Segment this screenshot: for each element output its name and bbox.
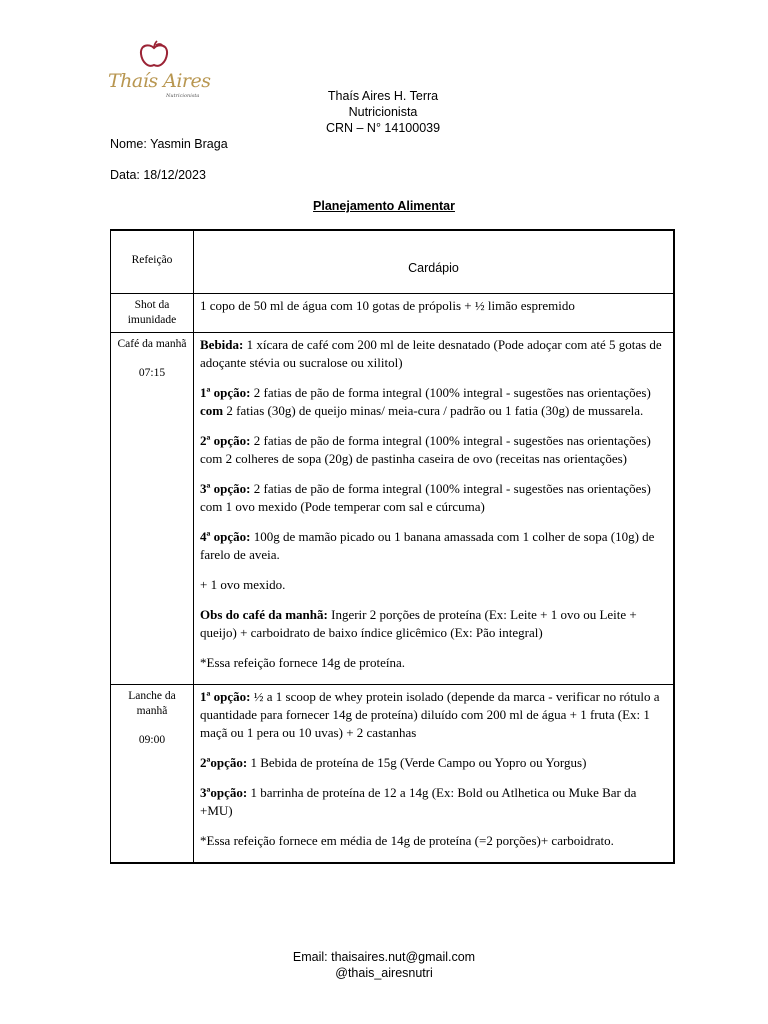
entry-text: 1 xícara de café com 200 ml de leite desnatado (Pode adoçar com até 5 gotas de adoçante stévia ou sucralose ou xilitol) xyxy=(200,337,662,370)
nutritionist-crn: CRN – N° 14100039 xyxy=(325,121,441,135)
entry-text: + 1 ovo mexido. xyxy=(200,577,286,592)
nutritionist-role: Nutricionista xyxy=(348,105,418,119)
entry-text: 2 fatias (30g) de queijo minas/ meia-cura / padrão ou 1 fatia (30g) de mussarela. xyxy=(223,403,644,418)
entry-label: 3ª opção: xyxy=(200,481,251,496)
patient-name: Nome: Yasmin Braga xyxy=(110,137,228,151)
entry-text: 1 Bebida de proteína de 15g (Verde Campo ou Yopro ou Yorgus) xyxy=(247,755,587,770)
table-header-row xyxy=(111,230,675,294)
logo-subtitle: Nutricionista xyxy=(166,93,200,99)
column-header-menu: Cardápio xyxy=(194,230,675,294)
nutritionist-header xyxy=(250,88,516,136)
meal-cell xyxy=(111,333,194,685)
table-row xyxy=(111,294,675,333)
menu-entry xyxy=(200,480,667,516)
entry-text: Ingerir 2 porções de proteína (Ex: Leite + 1 ovo ou Leite + queijo) + carboidrato de baixo índice glicêmico (Ex: Pão integral) xyxy=(200,607,637,640)
meal-plan-table xyxy=(110,229,675,864)
footer-email: Email: thaisaires.nut@gmail.com xyxy=(292,950,476,964)
entry-text: *Essa refeição fornece em média de 14g de proteína (=2 porções)+ carboidrato. xyxy=(200,833,614,848)
entry-text: 1 copo de 50 ml de água com 10 gotas de própolis + ½ limão espremido xyxy=(200,298,575,313)
nutritionist-name: Thaís Aires H. Terra xyxy=(327,89,439,103)
entry-text: 2 fatias de pão de forma integral (100% integral - sugestões nas orientações) com 1 ovo mexido (Pode temperar com sal e cúrcuma) xyxy=(200,481,651,514)
entry-label: 1ª opção: xyxy=(200,689,251,704)
apple-logo-icon xyxy=(138,40,170,70)
table-row xyxy=(111,333,675,685)
meal-cell xyxy=(111,685,194,864)
entry-text: *Essa refeição fornece 14g de proteína. xyxy=(200,655,406,670)
table-row xyxy=(111,685,675,864)
plan-date: Data: 18/12/2023 xyxy=(110,168,206,182)
meal-time: 07:15 xyxy=(138,367,166,379)
entry-label: 4ª opção: xyxy=(200,529,251,544)
entry-text: ½ a 1 scoop de whey protein isolado (depende da marca - verificar no rótulo a quantidade para fornecer 14g de proteína) diluído com 200 ml de água + 1 fruta (Ex: 1 maçã ou 1 pera ou 10 uvas) + 2 castanhas xyxy=(200,689,660,740)
menu-entry xyxy=(200,528,667,564)
entry-label: 3ªopção: xyxy=(200,785,248,800)
entry-text: 100g de mamão picado ou 1 banana amassada com 1 colher de sopa (10g) de farelo de aveia. xyxy=(200,529,655,562)
logo-name: Thaís Aires xyxy=(108,70,211,92)
menu-entry xyxy=(200,688,667,742)
menu-entry xyxy=(200,832,667,850)
menu-entry xyxy=(200,384,667,420)
menu-entry xyxy=(200,606,667,642)
entry-label: 2ª opção: xyxy=(200,433,251,448)
footer-contact xyxy=(0,949,768,981)
entry-text: 2 fatias de pão de forma integral (100% integral - sugestões nas orientações) xyxy=(250,385,651,400)
menu-entry xyxy=(200,297,667,315)
entry-label: Bebida: xyxy=(200,337,244,352)
meal-name: Shot da imunidade xyxy=(127,299,177,326)
footer-instagram: @thais_airesnutri xyxy=(335,966,433,980)
brand-logo xyxy=(104,40,211,102)
meal-time: 09:00 xyxy=(138,734,166,746)
menu-entry xyxy=(200,784,667,820)
meal-cell xyxy=(111,294,194,333)
entry-label: 2ªopção: xyxy=(200,755,248,770)
plan-title: Planejamento Alimentar xyxy=(313,199,455,213)
meal-name: Café da manhã xyxy=(117,338,187,350)
menu-cell xyxy=(194,685,675,864)
meal-name: Lanche da manhã xyxy=(128,690,176,717)
entry-label: Obs do café da manhã: xyxy=(200,607,328,622)
column-header-meal: Refeição xyxy=(111,230,194,294)
entry-label: com xyxy=(200,403,224,418)
menu-entry xyxy=(200,576,667,594)
menu-entry xyxy=(200,336,667,372)
entry-text: 2 fatias de pão de forma integral (100% integral - sugestões nas orientações) com 2 colheres de sopa (20g) de pastinha caseira de ovo (receitas nas orientações) xyxy=(200,433,651,466)
menu-entry xyxy=(200,432,667,468)
menu-entry xyxy=(200,754,667,772)
entry-text: 1 barrinha de proteína de 12 a 14g (Ex: Bold ou Atlhetica ou Muke Bar da +MU) xyxy=(200,785,637,818)
menu-entry xyxy=(200,654,667,672)
menu-cell xyxy=(194,294,675,333)
menu-cell xyxy=(194,333,675,685)
entry-label: 1ª opção: xyxy=(200,385,251,400)
